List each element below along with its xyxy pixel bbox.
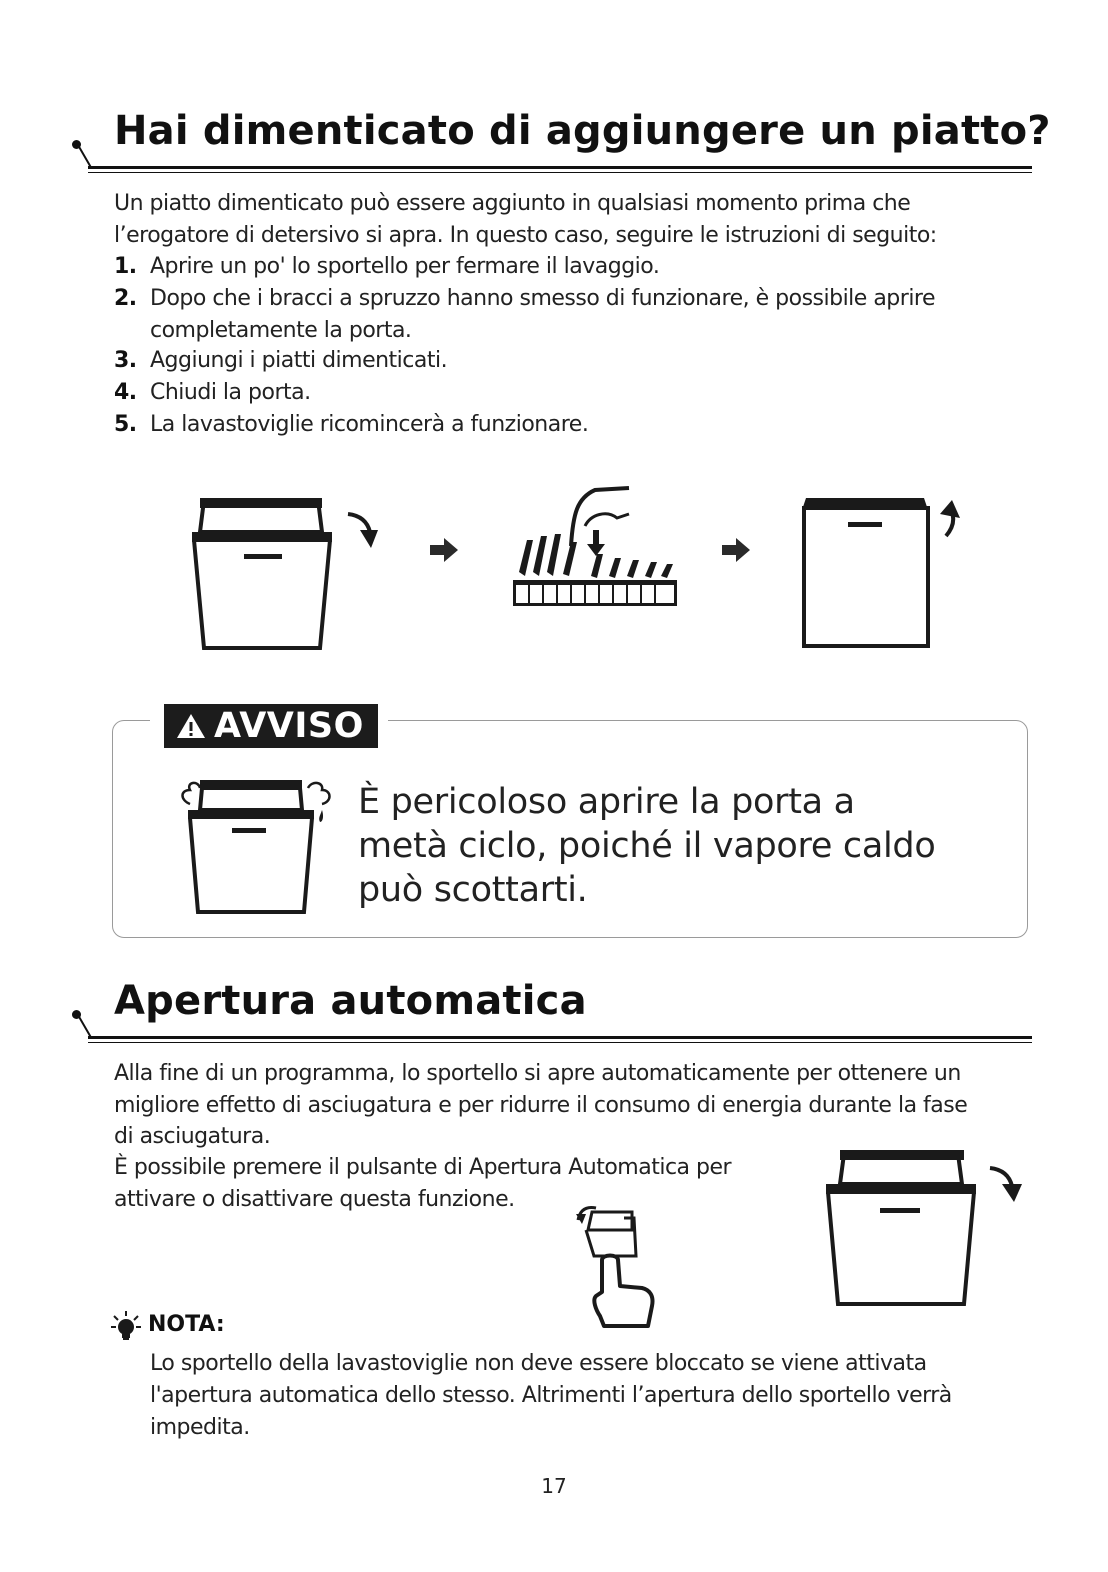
- step-text: Aprire un po' lo sportello per fermare il lavaggio.: [150, 254, 660, 279]
- heading-bullet-leg: [78, 1016, 92, 1038]
- warning-text-line: può scottarti.: [358, 870, 588, 910]
- warning-label: [164, 704, 378, 748]
- step-item: [114, 377, 311, 409]
- step-number: 3.: [114, 348, 137, 373]
- heading-rule: [88, 166, 1032, 169]
- dishwasher-auto-open-illustration: [822, 1144, 1032, 1314]
- step-number: 2.: [114, 286, 137, 311]
- heading-bullet-leg: [78, 146, 92, 168]
- intro-line: Un piatto dimenticato può essere aggiunto in qualsiasi momento prima che: [114, 191, 911, 216]
- note-line: l'apertura automatica dello stesso. Altrimenti l’apertura dello sportello verrà: [150, 1383, 952, 1408]
- section-title-forgot-dish: Hai dimenticato di aggiungere un piatto?: [114, 108, 1051, 154]
- step-number: 1.: [114, 254, 137, 279]
- step-item: [114, 409, 588, 441]
- body-line: Alla fine di un programma, lo sportello si apre automaticamente per ottenere un: [114, 1061, 961, 1086]
- body-line: migliore effetto di asciugatura e per ridurre il consumo di energia durante la fase: [114, 1093, 968, 1118]
- warning-text-line: metà ciclo, poiché il vapore caldo: [358, 826, 936, 866]
- dishwasher-steam-illustration: [176, 774, 336, 919]
- next-step-arrow-icon: [430, 538, 462, 562]
- heading-rule: [88, 1036, 1032, 1039]
- dishwasher-closed-illustration: [798, 492, 968, 652]
- step-text: Aggiungi i piatti dimenticati.: [150, 348, 448, 373]
- note-line: Lo sportello della lavastoviglie non deve essere bloccato se viene attivata: [150, 1351, 927, 1376]
- note-body: [150, 1348, 952, 1444]
- warning-text: [358, 780, 935, 912]
- finger-press-button-illustration: [572, 1200, 668, 1332]
- step-item: [114, 251, 659, 283]
- warning-label-text: AVVISO: [214, 706, 364, 746]
- heading-rule-thin: [88, 1042, 1032, 1043]
- warning-triangle-icon: [176, 713, 206, 739]
- next-step-arrow-icon: [722, 538, 754, 562]
- step-item: [114, 283, 935, 347]
- step-item: [114, 345, 447, 377]
- note-line: impedita.: [150, 1415, 250, 1440]
- lightbulb-icon: [110, 1310, 142, 1342]
- add-dish-rack-illustration: [505, 484, 685, 614]
- step-text-continued: completamente la porta.: [150, 318, 412, 343]
- step-number: 5.: [114, 412, 137, 437]
- warning-text-line: È pericoloso aprire la porta a: [358, 782, 855, 822]
- step-text: Dopo che i bracci a spruzzo hanno smesso di funzionare, è possibile aprire: [150, 286, 936, 311]
- page-number: 17: [541, 1474, 567, 1498]
- dishwasher-open-illustration: [186, 490, 386, 655]
- heading-rule-thin: [88, 172, 1032, 173]
- step-text: Chiudi la porta.: [150, 380, 311, 405]
- step-text: La lavastoviglie ricomincerà a funzionare.: [150, 412, 589, 437]
- section-title-auto-open: Apertura automatica: [114, 978, 587, 1024]
- body-line: È possibile premere il pulsante di Apertura Automatica per: [114, 1155, 732, 1180]
- step-number: 4.: [114, 380, 137, 405]
- body-line: di asciugatura.: [114, 1124, 271, 1149]
- intro-line: l’erogatore di detersivo si apra. In questo caso, seguire le istruzioni di seguito:: [114, 223, 937, 248]
- body-line: attivare o disattivare questa funzione.: [114, 1187, 515, 1212]
- note-title: NOTA:: [148, 1312, 225, 1337]
